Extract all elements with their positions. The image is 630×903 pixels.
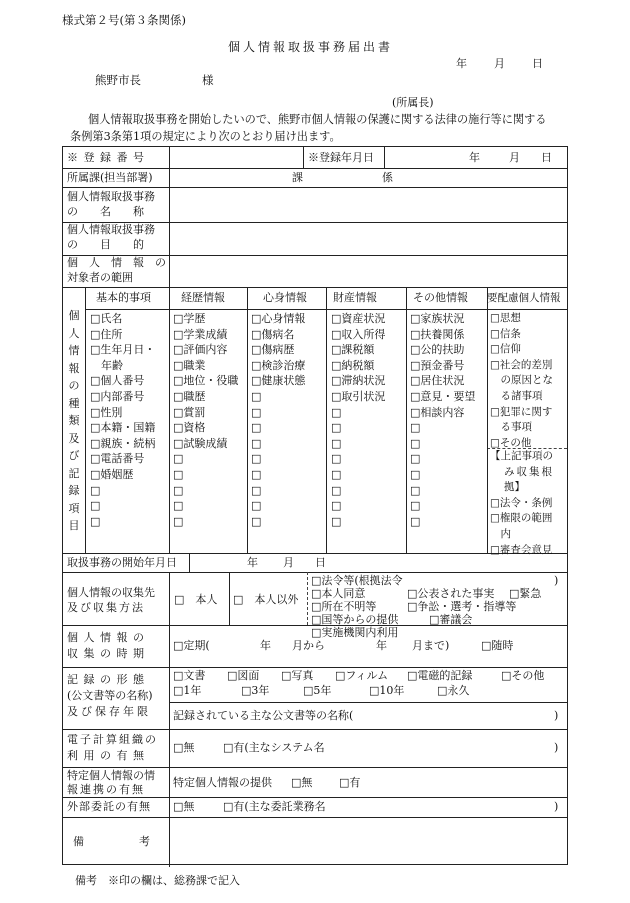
record-form-document[interactable]: □文書 bbox=[173, 669, 206, 682]
reg-date-year: 年 bbox=[469, 151, 480, 164]
remarks-label: 備 考 bbox=[73, 835, 150, 848]
reg-number-label: ※登録番号 bbox=[67, 151, 150, 164]
basis-title-1: 【上記事項の bbox=[490, 450, 553, 462]
retention-5-years[interactable]: □5年 bbox=[303, 684, 332, 697]
record-form-electronic[interactable]: □電磁的記録 bbox=[407, 669, 473, 682]
career-items-list[interactable]: □学歴 □学業成績 □評価内容 □職業 □地位・役職 □職歴 □賞罰 □資格 □試験成績 □ □ □ □ □ bbox=[173, 312, 239, 528]
header-career: 経歴情報 bbox=[181, 291, 225, 304]
scope-label-2: 対象者の範囲 bbox=[67, 271, 133, 284]
timing-label-1: 個人情報の bbox=[67, 631, 150, 644]
document-title: 個人情報取扱事務届出書 bbox=[228, 40, 394, 54]
form-number: 様式第２号(第３条関係) bbox=[62, 13, 186, 27]
computer-label-1: 電子計算組織の bbox=[67, 733, 158, 746]
specific-label-1: 特定個人情報の情 bbox=[67, 769, 155, 782]
outsourcing-none-checkbox[interactable]: □無 bbox=[173, 800, 195, 813]
dept-label: 所属課(担当部署) bbox=[67, 171, 153, 184]
intro-text-line-2: 条例第3条第1項の規定により次のとおり届け出ます。 bbox=[70, 130, 341, 143]
header-body: 心身情報 bbox=[263, 291, 307, 304]
record-doc-name-label: 記録されている主な公文書等の名称( bbox=[173, 709, 354, 722]
collection-law-checkbox[interactable]: □法令等(根拠法令 bbox=[311, 574, 403, 587]
scope-label-1: 個 人 情 報 の bbox=[67, 256, 166, 269]
date-month-label: 月 bbox=[494, 57, 505, 70]
affair-purpose-field[interactable] bbox=[171, 256, 565, 286]
collection-council-checkbox[interactable]: □審議会 bbox=[429, 613, 473, 626]
retention-10-years[interactable]: □10年 bbox=[369, 684, 405, 697]
timing-regular-checkbox[interactable]: □定期( bbox=[173, 639, 210, 652]
reg-date-month: 月 bbox=[509, 151, 520, 164]
retention-permanent[interactable]: □永久 bbox=[437, 684, 470, 697]
collection-dispute-checkbox[interactable]: □争訟・選考・指導等 bbox=[407, 600, 517, 613]
header-property: 財産情報 bbox=[333, 291, 377, 304]
header-basic: 基本的事項 bbox=[96, 291, 151, 304]
collection-internal-checkbox[interactable]: □実施機関内利用 bbox=[311, 626, 399, 639]
outsourcing-label: 外部委託の有無 bbox=[67, 800, 151, 813]
collection-self-checkbox[interactable]: □ 本人 bbox=[174, 593, 218, 606]
collection-other-checkbox[interactable]: □ 本人以外 bbox=[233, 593, 299, 606]
addressee-honorific: 様 bbox=[202, 73, 214, 87]
specific-yes-checkbox[interactable]: □有 bbox=[339, 776, 361, 789]
collection-consent-checkbox[interactable]: □本人同意 bbox=[311, 587, 366, 600]
timing-anytime-checkbox[interactable]: □随時 bbox=[481, 639, 514, 652]
dept-head-label: (所属長) bbox=[392, 96, 434, 109]
collection-label-1: 個人情報の収集先 bbox=[67, 586, 155, 599]
computer-close: ) bbox=[554, 741, 559, 754]
collection-unknown-checkbox[interactable]: □所在不明等 bbox=[311, 600, 377, 613]
record-form-photo[interactable]: □写真 bbox=[281, 669, 314, 682]
timing-month-to: 月まで) bbox=[412, 639, 450, 652]
specific-none-checkbox[interactable]: □無 bbox=[291, 776, 313, 789]
retention-3-years[interactable]: □3年 bbox=[241, 684, 270, 697]
date-year-label: 年 bbox=[456, 57, 467, 70]
specific-label-2: 報連携の有無 bbox=[67, 783, 145, 796]
start-date-month: 月 bbox=[283, 556, 294, 569]
info-types-side-label: 個 人 情 報 の 種 類 及 び 記 録 項 目 bbox=[68, 309, 80, 532]
record-label-1: 記録の形態 bbox=[67, 673, 150, 686]
header-sensitive: 要配慮個人情報 bbox=[487, 292, 561, 304]
addressee: 熊野市長 bbox=[95, 73, 141, 87]
other-items-list[interactable]: □家族状況 □扶養関係 □公的扶助 □預金番号 □居住状況 □意見・要望 □相談内容 □ □ □ □ □ □ □ bbox=[410, 312, 476, 528]
reg-date-day: 日 bbox=[541, 151, 552, 164]
start-date-label: 取扱事務の開始年月日 bbox=[67, 556, 177, 569]
timing-label-2: 収集の時期 bbox=[67, 647, 150, 660]
remarks-field[interactable] bbox=[171, 819, 565, 863]
record-form-other[interactable]: □その他 bbox=[501, 669, 545, 682]
collection-public-checkbox[interactable]: □公表された事実 bbox=[407, 587, 495, 600]
basic-items-list[interactable]: □氏名 □住所 □生年月日・ 年齢 □個人番号 □内部番号 □性別 □本籍・国籍 □親族・続柄 □電話番号 □婚姻歴 □ □ □ bbox=[90, 312, 156, 528]
header-other: その他情報 bbox=[413, 291, 468, 304]
timing-year-from: 年 bbox=[260, 639, 271, 652]
reg-date-label: ※登録年月日 bbox=[308, 151, 374, 164]
timing-year-to: 年 bbox=[376, 639, 387, 652]
specific-provision-label: 特定個人情報の提供 bbox=[173, 776, 272, 789]
affair-purpose-label-1: 個人情報取扱事務 bbox=[67, 223, 155, 236]
property-items-list[interactable]: □資産状況 □収入所得 □課税額 □納税額 □滞納状況 □取引状況 □ □ □ □ □ □ □ □ bbox=[331, 312, 386, 528]
computer-yes-checkbox[interactable]: □有(主なシステム名 bbox=[223, 741, 325, 754]
dept-kakari-label: 係 bbox=[382, 171, 393, 184]
date-day-label: 日 bbox=[532, 57, 543, 70]
record-form-drawing[interactable]: □図面 bbox=[227, 669, 260, 682]
outsourcing-yes-checkbox[interactable]: □有(主な委託業務名 bbox=[223, 800, 326, 813]
start-date-year: 年 bbox=[247, 556, 258, 569]
affair-purpose-label-2: の 目 的 bbox=[67, 238, 144, 251]
retention-1-year[interactable]: □1年 bbox=[173, 684, 202, 697]
footer-note: 備考 ※印の欄は、総務課で記入 bbox=[75, 874, 240, 887]
body-items-list[interactable]: □心身情報 □傷病名 □傷病歴 □検診治療 □健康状態 □ □ □ □ □ □ □ □ □ bbox=[251, 312, 306, 528]
intro-text-line-1: 個人情報取扱事務を開始したいので、熊野市個人情報の保護に関する法律の施行等に関する bbox=[88, 113, 547, 126]
record-label-3: 及び保存年限 bbox=[67, 705, 151, 718]
start-date-day: 日 bbox=[315, 556, 326, 569]
collection-urgent-checkbox[interactable]: □緊急 bbox=[509, 587, 542, 600]
collection-law-close: ) bbox=[554, 574, 559, 587]
basis-title-3: 拠】 bbox=[504, 481, 525, 494]
collection-national-checkbox[interactable]: □国等からの提供 bbox=[311, 613, 399, 626]
affair-name-label-1: 個人情報取扱事務 bbox=[67, 190, 155, 203]
basis-title-2: み収集根 bbox=[504, 465, 554, 478]
collection-basis-list[interactable]: 【上記事項の み収集根 拠】 □法令・条例 □権限の範囲 内 □審査会意見 bbox=[490, 450, 554, 556]
collection-label-2: 及び収集方法 bbox=[67, 601, 145, 614]
affair-name-label-2: の 名 称 bbox=[67, 205, 144, 218]
computer-label-2: 利用の有無 bbox=[67, 749, 150, 762]
record-form-film[interactable]: □フィルム bbox=[335, 669, 389, 682]
timing-month-from: 月から bbox=[292, 639, 325, 652]
outsourcing-close: ) bbox=[554, 800, 559, 813]
sensitive-items-list[interactable]: □思想 □信条 □信仰 □社会的差別 の原因とな る諸事項 □犯罪に関す る事項 □その他 bbox=[490, 312, 553, 449]
record-label-2: (公文書等の名称) bbox=[67, 689, 153, 702]
affair-name-field[interactable] bbox=[171, 223, 565, 253]
computer-none-checkbox[interactable]: □無 bbox=[173, 741, 195, 754]
record-doc-name-close: ) bbox=[554, 709, 559, 722]
dept-ka-label: 課 bbox=[292, 171, 303, 184]
registration-form bbox=[62, 146, 568, 865]
